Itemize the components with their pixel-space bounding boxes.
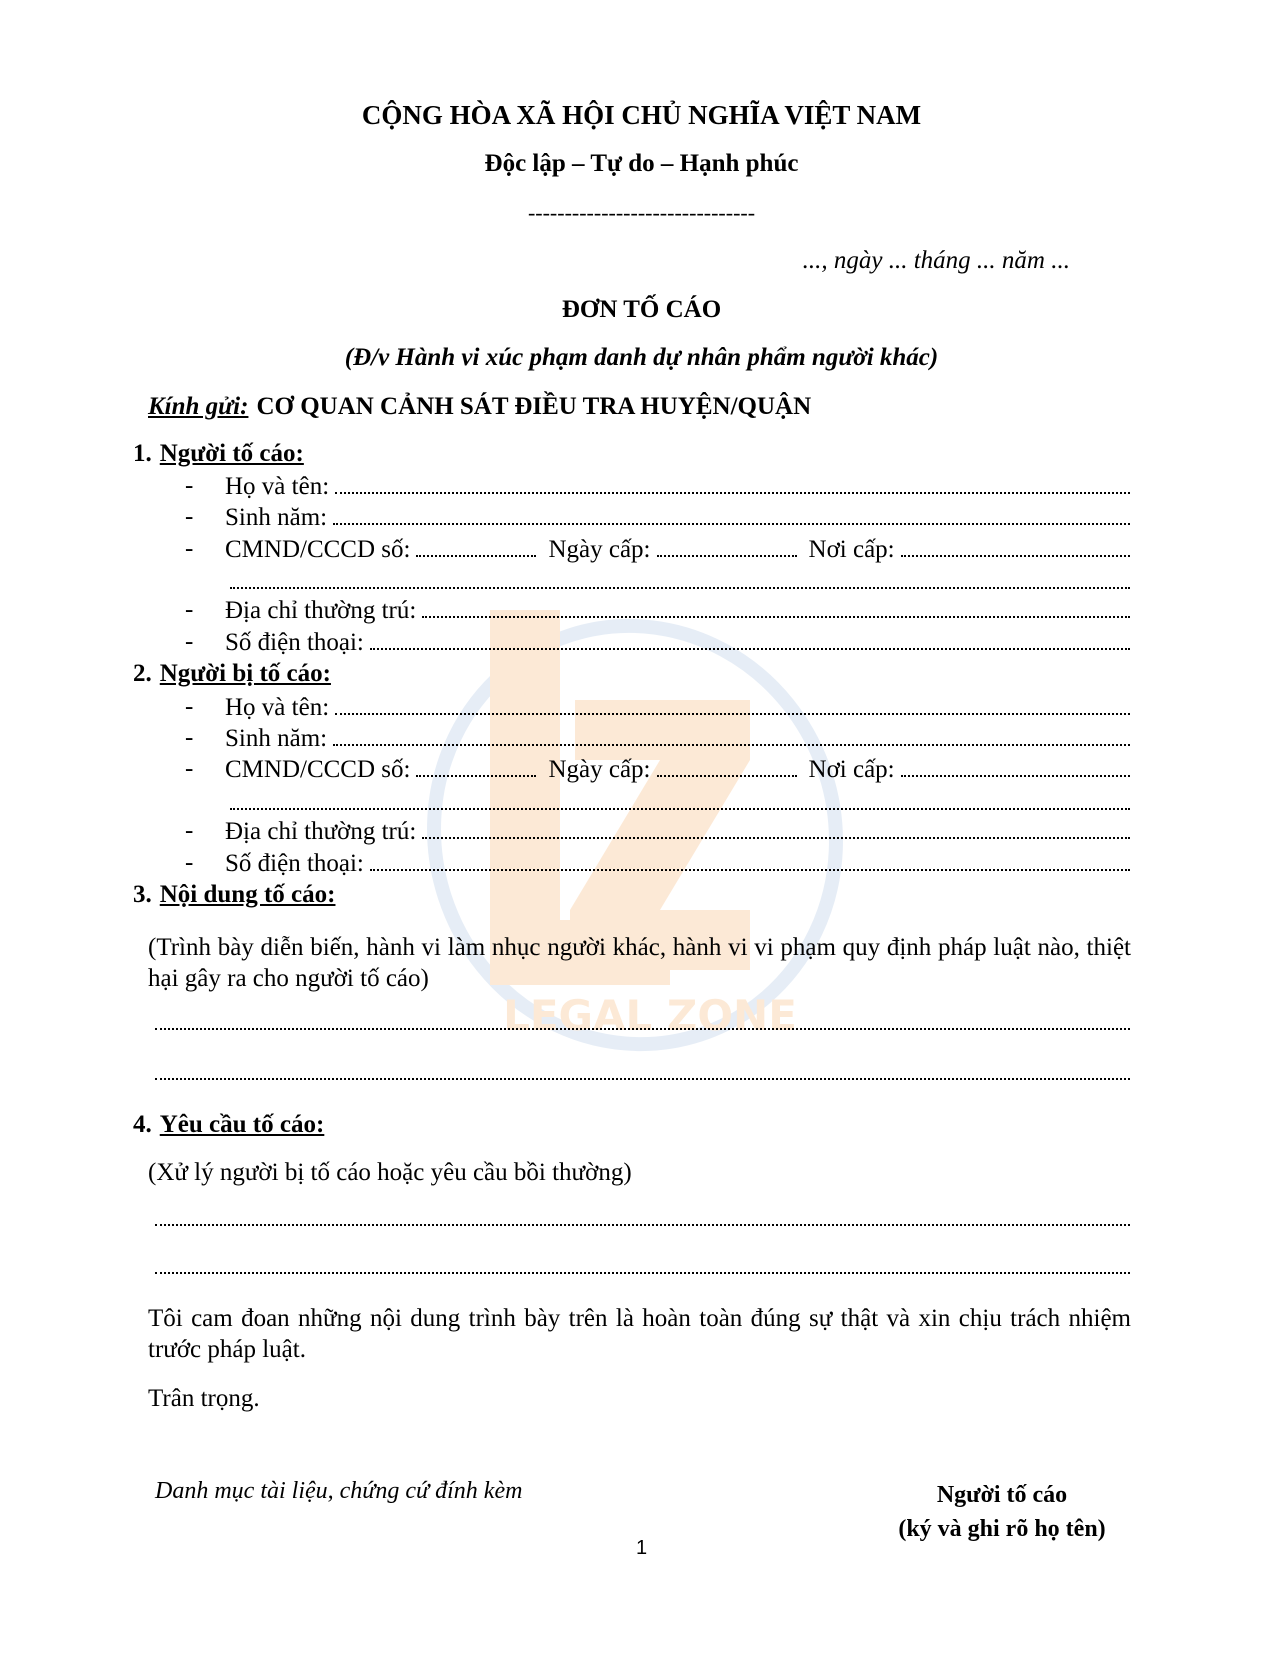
section-number: 4. xyxy=(133,1111,152,1138)
fill-line xyxy=(901,755,1130,777)
field-label: Họ và tên: xyxy=(225,694,330,721)
fill-line xyxy=(335,693,1130,715)
closing-line: Trân trọng. xyxy=(148,1385,260,1412)
field-label: Số điện thoại: xyxy=(225,629,364,656)
field-label: Nơi cấp: xyxy=(808,756,895,783)
section-heading: Người bị tố cáo: xyxy=(159,660,331,687)
signature-block xyxy=(872,1478,1132,1546)
section-heading: Người tố cáo: xyxy=(159,440,304,467)
fill-line[interactable] xyxy=(155,1222,1130,1226)
accuser-name-field[interactable] xyxy=(185,472,1130,502)
field-label: Sinh năm: xyxy=(225,504,328,531)
field-label: Sinh năm: xyxy=(225,725,328,752)
national-motto: Độc lập – Tự do – Hạnh phúc xyxy=(484,150,799,177)
list-marker: - xyxy=(185,628,194,655)
list-marker: - xyxy=(185,503,194,530)
section-accuser xyxy=(133,440,304,468)
request-instructions: (Xử lý người bị tố cáo hoặc yêu cầu bồi thường) xyxy=(148,1159,632,1186)
fill-line xyxy=(370,628,1130,650)
fill-line xyxy=(422,596,1130,618)
date-line: ..., ngày ... tháng ... năm ... xyxy=(802,247,1070,274)
section-complaint-content xyxy=(133,881,335,909)
accuser-birth-year-field[interactable] xyxy=(185,503,1130,533)
field-label: Số điện thoại: xyxy=(225,850,364,877)
list-marker: - xyxy=(185,755,194,782)
fill-line[interactable] xyxy=(155,1026,1130,1030)
section-number: 1. xyxy=(133,440,152,467)
document-subtitle: (Đ/v Hành vi xúc phạm danh dự nhân phẩm người khác) xyxy=(344,344,939,371)
fill-line xyxy=(416,755,536,777)
field-label: Ngày cấp: xyxy=(548,756,651,783)
content-instructions: (Trình bày diễn biến, hành vi làm nhục người khác, hành vi vi phạm quy định pháp luật nào, thiệt hại gây ra cho người tố cáo) xyxy=(148,934,1131,992)
accused-phone-field[interactable] xyxy=(185,849,1130,879)
fill-line xyxy=(333,503,1130,525)
field-label: Địa chỉ thường trú: xyxy=(225,818,417,845)
fill-line[interactable] xyxy=(155,1076,1130,1080)
list-marker: - xyxy=(185,817,194,844)
fill-line xyxy=(335,472,1130,494)
list-marker: - xyxy=(185,535,194,562)
accused-address-field[interactable] xyxy=(185,817,1130,847)
fill-line[interactable] xyxy=(230,806,1130,810)
section-number: 2. xyxy=(133,660,152,687)
fill-line xyxy=(370,849,1130,871)
watermark-text: LEGAL ZONE xyxy=(503,991,797,1040)
field-label: Nơi cấp: xyxy=(808,536,895,563)
fill-line[interactable] xyxy=(155,1270,1130,1274)
recipient-line xyxy=(148,393,811,421)
fill-line xyxy=(333,724,1130,746)
page-number: 1 xyxy=(635,1537,648,1559)
header-rule: ------------------------------- xyxy=(527,200,756,225)
signer-note: (ký và ghi rõ họ tên) xyxy=(898,1516,1106,1542)
field-label: CMND/CCCD số: xyxy=(225,756,411,783)
attachments-label: Danh mục tài liệu, chứng cứ đính kèm xyxy=(155,1478,523,1504)
section-number: 3. xyxy=(133,881,152,908)
section-heading: Nội dung tố cáo: xyxy=(159,881,336,908)
fill-line xyxy=(416,535,536,557)
list-marker: - xyxy=(185,693,194,720)
country-name: CỘNG HÒA XÃ HỘI CHỦ NGHĨA VIỆT NAM xyxy=(361,100,922,130)
section-accused xyxy=(133,660,331,688)
fill-line xyxy=(422,817,1130,839)
recipient-label: Kính gửi: xyxy=(148,393,249,420)
field-label: CMND/CCCD số: xyxy=(225,536,411,563)
document-title: ĐƠN TỐ CÁO xyxy=(561,296,722,323)
section-request xyxy=(133,1111,324,1139)
signer-title: Người tố cáo xyxy=(936,1482,1068,1508)
accuser-id-field[interactable] xyxy=(185,535,1130,565)
accuser-address-field[interactable] xyxy=(185,596,1130,626)
field-label: Họ và tên: xyxy=(225,473,330,500)
accused-id-field[interactable] xyxy=(185,755,1130,785)
field-label: Ngày cấp: xyxy=(548,536,651,563)
recipient-value: CƠ QUAN CẢNH SÁT ĐIỀU TRA HUYỆN/QUẬN xyxy=(256,393,812,420)
list-marker: - xyxy=(185,849,194,876)
list-marker: - xyxy=(185,724,194,751)
field-label: Địa chỉ thường trú: xyxy=(225,597,417,624)
commitment-statement: Tôi cam đoan những nội dung trình bày trên là hoàn toàn đúng sự thật và xin chịu trách nhiệm trước pháp luật. xyxy=(148,1305,1131,1363)
fill-line xyxy=(901,535,1130,557)
section-heading: Yêu cầu tố cáo: xyxy=(159,1111,325,1138)
fill-line xyxy=(657,535,797,557)
accuser-phone-field[interactable] xyxy=(185,628,1130,658)
accused-name-field[interactable] xyxy=(185,693,1130,723)
accused-birth-year-field[interactable] xyxy=(185,724,1130,754)
fill-line[interactable] xyxy=(230,585,1130,589)
list-marker: - xyxy=(185,472,194,499)
list-marker: - xyxy=(185,596,194,623)
fill-line xyxy=(657,755,797,777)
